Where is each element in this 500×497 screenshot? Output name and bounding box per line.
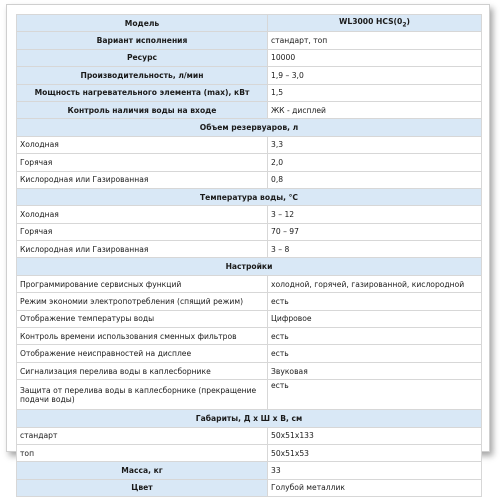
row-value: есть <box>268 293 482 310</box>
table-row <box>17 380 482 410</box>
section-title: Настройки <box>17 258 482 275</box>
row-label: Кислородная или Газированная <box>17 171 268 188</box>
model-name-prefix: WL3000 HCS(0 <box>339 16 403 26</box>
row-label: Сигнализация перелива воды в каплесборнике <box>17 362 268 379</box>
table-row <box>17 345 482 362</box>
row-value: 50х51х133 <box>268 427 482 444</box>
row-label: Холодная <box>17 206 268 223</box>
table-row <box>17 444 482 461</box>
section-title: Объем резервуаров, л <box>17 119 482 136</box>
section-header-row <box>17 119 482 136</box>
spec-table-body <box>17 15 482 497</box>
row-value: 0,8 <box>268 171 482 188</box>
row-value: 70 – 97 <box>268 223 482 240</box>
row-label: Программирование сервисных функций <box>17 275 268 292</box>
row-label: Контроль наличия воды на входе <box>17 101 268 118</box>
table-row <box>17 154 482 171</box>
table-row <box>17 32 482 49</box>
section-title: Температура воды, °С <box>17 188 482 205</box>
table-row <box>17 479 482 496</box>
row-value: ЖК - дисплей <box>268 101 482 118</box>
model-name-suffix: ) <box>406 16 410 26</box>
row-label: Цвет <box>17 479 268 496</box>
row-label: Холодная <box>17 136 268 153</box>
row-value: 33 <box>268 462 482 479</box>
row-label: Защита от перелива воды в каплесборнике (прекращение подачи воды) <box>17 380 268 410</box>
row-label: Отображение температуры воды <box>17 310 268 327</box>
table-header-row <box>17 15 482 32</box>
section-header-row <box>17 410 482 427</box>
row-label: Мощность нагревательного элемента (max), кВт <box>17 84 268 101</box>
model-label: Модель <box>17 15 268 32</box>
table-row <box>17 275 482 292</box>
row-label: Ресурс <box>17 49 268 66</box>
model-name-subscript: 2 <box>402 21 407 29</box>
table-row <box>17 462 482 479</box>
row-label: Горячая <box>17 154 268 171</box>
row-label: Масса, кг <box>17 462 268 479</box>
table-row <box>17 171 482 188</box>
table-row <box>17 49 482 66</box>
model-name <box>268 15 482 32</box>
row-value: 2,0 <box>268 154 482 171</box>
row-value: 3,3 <box>268 136 482 153</box>
row-label: стандарт <box>17 427 268 444</box>
table-row <box>17 427 482 444</box>
row-value: 50х51х53 <box>268 444 482 461</box>
row-value: Цифровое <box>268 310 482 327</box>
row-label: Отображение неисправностей на дисплее <box>17 345 268 362</box>
row-value: Голубой металлик <box>268 479 482 496</box>
spec-table <box>16 14 482 497</box>
table-row <box>17 362 482 379</box>
row-label: Вариант исполнения <box>17 32 268 49</box>
table-row <box>17 328 482 345</box>
row-value: стандарт, топ <box>268 32 482 49</box>
table-row <box>17 67 482 84</box>
row-value: есть <box>268 380 482 410</box>
row-label: Режим экономии электропотребления (спящий режим) <box>17 293 268 310</box>
row-value: 1,5 <box>268 84 482 101</box>
table-row <box>17 241 482 258</box>
row-label: топ <box>17 444 268 461</box>
row-value: 10000 <box>268 49 482 66</box>
table-row <box>17 293 482 310</box>
row-value: Звуковая <box>268 362 482 379</box>
row-value: есть <box>268 328 482 345</box>
spec-table-frame <box>6 4 490 493</box>
row-value: 3 – 12 <box>268 206 482 223</box>
row-value: 1,9 – 3,0 <box>268 67 482 84</box>
table-row <box>17 310 482 327</box>
section-header-row <box>17 188 482 205</box>
table-row <box>17 101 482 118</box>
row-label: Производительность, л/мин <box>17 67 268 84</box>
table-row <box>17 84 482 101</box>
table-row <box>17 136 482 153</box>
row-value: холодной, горячей, газированной, кислородной <box>268 275 482 292</box>
table-row <box>17 223 482 240</box>
table-row <box>17 206 482 223</box>
row-label: Кислородная или Газированная <box>17 241 268 258</box>
section-title: Габариты, Д х Ш х В, см <box>17 410 482 427</box>
row-value: есть <box>268 345 482 362</box>
row-label: Контроль времени использования сменных фильтров <box>17 328 268 345</box>
row-value: 3 – 8 <box>268 241 482 258</box>
section-header-row <box>17 258 482 275</box>
row-label: Горячая <box>17 223 268 240</box>
